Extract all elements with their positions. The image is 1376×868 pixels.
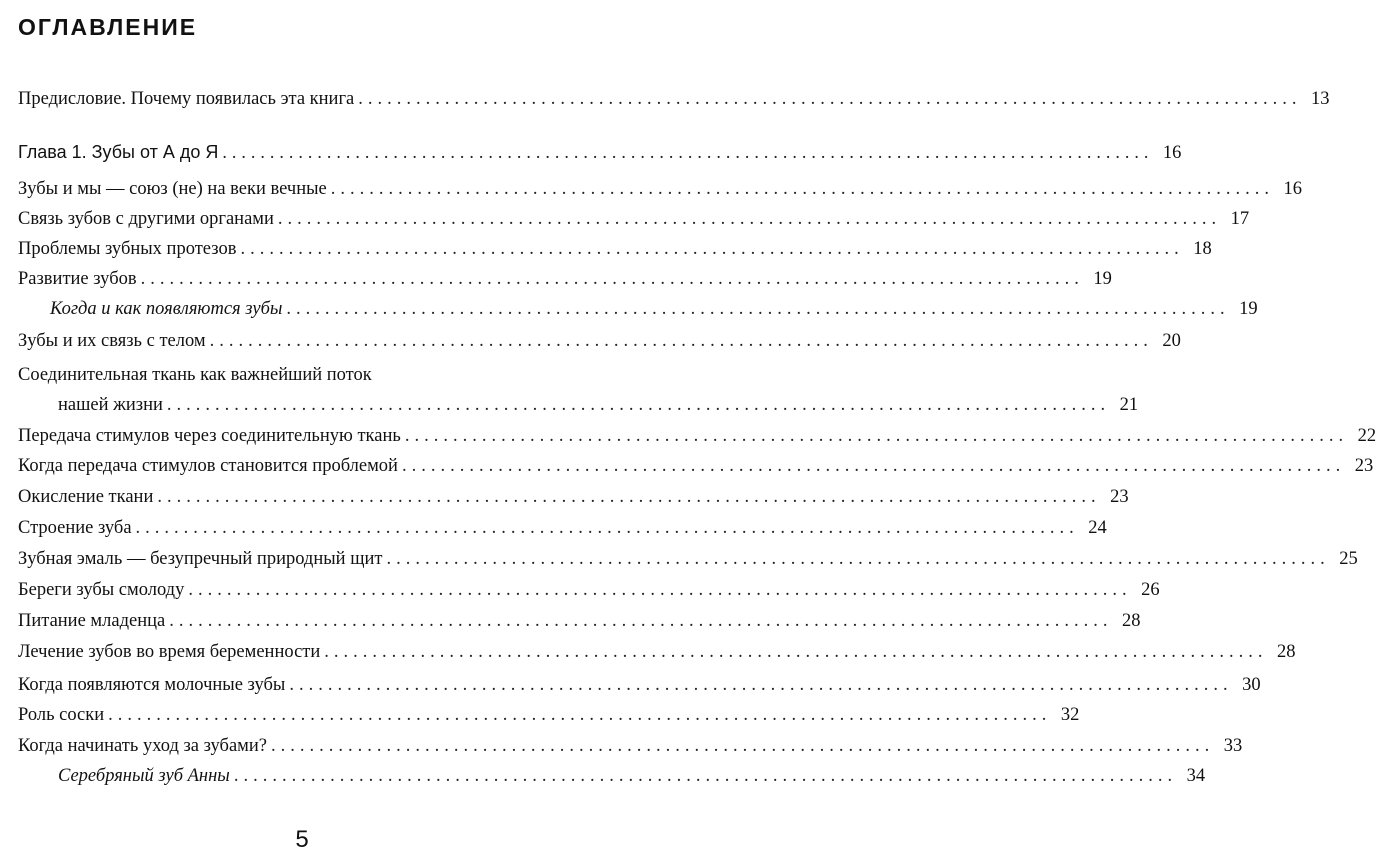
- toc-entry-label: Зубная эмаль — безупречный природный щит: [18, 549, 383, 569]
- toc-entry-page: 18: [1193, 239, 1212, 259]
- toc-entry-page: 16: [1283, 179, 1302, 199]
- toc-entry-page: 28: [1121, 611, 1141, 631]
- toc-subentry: [58, 765, 1206, 787]
- dot-leader: ..................................................................................................: [209, 331, 1153, 351]
- page-number: 5: [295, 826, 309, 853]
- toc-subentry: [50, 298, 1258, 320]
- toc-entry-label: Роль соски: [18, 705, 105, 725]
- toc-entry: [18, 455, 1374, 477]
- toc-entry-page: 20: [1162, 331, 1181, 351]
- toc-entry: [58, 394, 1139, 416]
- toc-entry: [18, 268, 1112, 290]
- dot-leader: ..................................................................................................: [358, 89, 1302, 109]
- toc-entry-label: Глава 1. Зубы от А до Я: [18, 142, 219, 162]
- toc-entry-page: 25: [1339, 549, 1358, 569]
- dot-leader: ..................................................................................................: [157, 487, 1101, 507]
- toc-entry-label: Береги зубы смолоду: [18, 580, 185, 600]
- dot-leader: ..................................................................................................: [286, 299, 1230, 319]
- toc-entry-label: Окисление ткани: [18, 487, 154, 507]
- toc-entry: [18, 735, 1243, 757]
- toc-entry: [18, 178, 1302, 200]
- toc-entry-page: 23: [1110, 487, 1129, 507]
- toc-chapter-entry: [18, 141, 1182, 164]
- toc-entry-label: Когда передача стимулов становится проблемой: [18, 456, 398, 476]
- dot-leader: ..................................................................................................: [169, 611, 1113, 631]
- dot-leader: ..................................................................................................: [330, 179, 1274, 199]
- toc-entry-page: 23: [1354, 456, 1374, 476]
- toc-entry: [18, 579, 1160, 601]
- toc-entry-page: 34: [1186, 766, 1206, 786]
- toc-entry-page: 32: [1060, 705, 1080, 725]
- dot-leader: ..................................................................................................: [166, 395, 1111, 415]
- toc-heading: ОГЛАВЛЕНИЕ: [18, 14, 198, 40]
- toc-entry: [18, 674, 1261, 696]
- toc-entry: [18, 548, 1358, 570]
- dot-leader: ..................................................................................................: [324, 642, 1268, 662]
- dot-leader: ..................................................................................................: [233, 766, 1178, 786]
- dot-leader: ..................................................................................................: [108, 705, 1052, 725]
- toc-entry-label: Когда начинать уход за зубами?: [18, 736, 268, 756]
- toc-entry-page: 13: [1311, 89, 1330, 109]
- toc-entry: [18, 704, 1080, 726]
- toc-entry-label: Когда появляются молочные зубы: [18, 675, 286, 695]
- toc-entry-label: Предисловие. Почему появилась эта книга: [18, 89, 355, 109]
- toc-entry-page: 21: [1119, 395, 1139, 415]
- toc-entry-page: 16: [1162, 143, 1182, 163]
- dot-leader: ..................................................................................................: [140, 269, 1084, 289]
- toc-entry-page: 24: [1088, 518, 1107, 538]
- toc-entry-label: Развитие зубов: [18, 269, 137, 289]
- toc-entry-page: 19: [1093, 269, 1112, 289]
- toc-entry-label: Передача стимулов через соединительную ткань: [18, 426, 401, 446]
- dot-leader: ..................................................................................................: [188, 580, 1132, 600]
- toc-entry-label: Питание младенца: [18, 611, 166, 631]
- toc-entry-page: 19: [1239, 299, 1258, 319]
- toc-entry: [18, 330, 1181, 352]
- dot-leader: ..................................................................................................: [289, 675, 1233, 695]
- toc-entry-page: 28: [1277, 642, 1296, 662]
- toc-entry: [18, 208, 1250, 230]
- toc-entry-label: Связь зубов с другими органами: [18, 209, 274, 229]
- toc-entry-page: 30: [1242, 675, 1261, 695]
- toc-entry-label: Лечение зубов во время беременности: [18, 642, 321, 662]
- dot-leader: ..................................................................................................: [135, 518, 1079, 538]
- toc-entry-label: нашей жизни: [58, 395, 163, 415]
- toc-entry-label: Строение зуба: [18, 518, 132, 538]
- toc-entry: [18, 641, 1296, 663]
- toc-entry-page: 22: [1357, 426, 1376, 446]
- toc-entry-label: Серебряный зуб Анны: [58, 766, 230, 786]
- toc-entry-page: 33: [1223, 736, 1243, 756]
- toc-entry-label: Проблемы зубных протезов: [18, 239, 237, 259]
- toc-entry: [18, 425, 1376, 447]
- toc-entry: [18, 486, 1129, 508]
- toc-entry-page: 26: [1141, 580, 1160, 600]
- dot-leader: ..................................................................................................: [401, 456, 1346, 476]
- toc-entry-label: Зубы и мы — союз (не) на веки вечные: [18, 179, 327, 199]
- dot-leader: ..................................................................................................: [386, 549, 1330, 569]
- dot-leader: ..................................................................................................: [222, 142, 1154, 162]
- dot-leader: ..................................................................................................: [240, 239, 1184, 259]
- toc-entry: [18, 238, 1212, 260]
- toc-entry: [18, 88, 1330, 110]
- toc-entry-label: Зубы и их связь с телом: [18, 331, 206, 351]
- toc-entry: [18, 610, 1141, 632]
- toc-entry: [18, 517, 1107, 539]
- dot-leader: ..................................................................................................: [404, 426, 1349, 446]
- toc-entry-page: 17: [1230, 209, 1250, 229]
- toc-entry-first-line: Соединительная ткань как важнейший поток: [18, 365, 372, 385]
- toc-entry-label: Когда и как появляются зубы: [50, 299, 283, 319]
- dot-leader: ..................................................................................................: [271, 736, 1215, 756]
- dot-leader: ..................................................................................................: [277, 209, 1222, 229]
